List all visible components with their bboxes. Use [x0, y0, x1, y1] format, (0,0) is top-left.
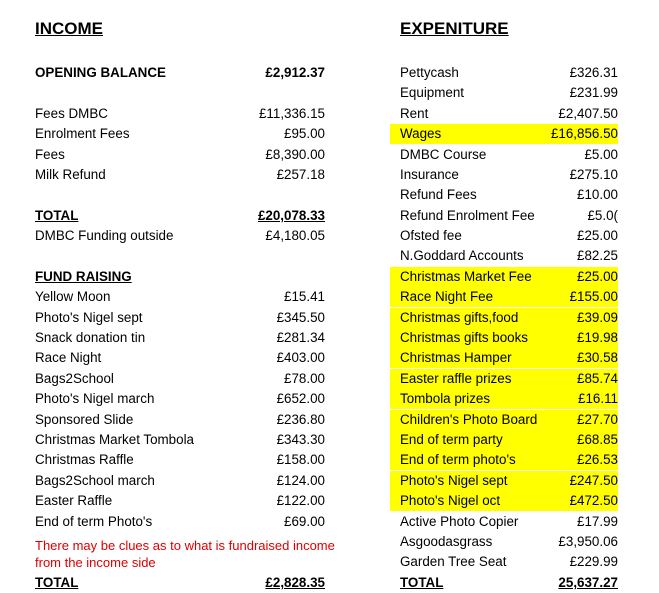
expense-amount: £275.10: [569, 167, 618, 182]
expense-amount: £231.99: [569, 85, 618, 100]
expense-label: Photo's Nigel sept: [400, 473, 508, 488]
income-amount: £95.00: [284, 126, 325, 141]
expense-label: Easter raffle prizes: [400, 371, 512, 386]
expense-row: [390, 328, 618, 348]
expense-row: [390, 389, 618, 409]
fund-raising-row: [35, 410, 325, 430]
expense-amount: £39.09: [577, 310, 618, 325]
fund-raising-label: Race Night: [35, 350, 102, 365]
fund-raising-row: [35, 512, 325, 532]
expense-amount: £5.00: [584, 147, 618, 162]
expense-row: [390, 124, 618, 144]
expense-label: Children's Photo Board: [400, 412, 538, 427]
expense-row: [390, 246, 618, 266]
fund-raising-amount: £122.00: [276, 493, 325, 508]
fund-raising-label: Sponsored Slide: [35, 412, 134, 427]
fund-raising-heading: FUND RAISING: [35, 269, 132, 284]
fund-raising-label: Snack donation tin: [35, 330, 146, 345]
opening-balance-amount: £2,912.37: [265, 65, 325, 80]
expense-amount: £472.50: [569, 493, 618, 508]
expense-amount: £25.00: [577, 269, 618, 284]
expense-amount: £85.74: [577, 371, 618, 386]
expense-row: [390, 63, 618, 83]
fund-raising-row: [35, 430, 325, 450]
income-label: Milk Refund: [35, 167, 106, 182]
expense-amount: £68.85: [577, 432, 618, 447]
expense-row: [390, 206, 618, 226]
fund-raising-amount: £345.50: [276, 310, 325, 325]
fund-raising-amount: £236.80: [276, 412, 325, 427]
expense-label: Equipment: [400, 85, 465, 100]
expense-amount: £2,407.50: [558, 106, 618, 121]
expense-label: Pettycash: [400, 65, 459, 80]
expense-label: Christmas Hamper: [400, 350, 512, 365]
expense-label: N.Goddard Accounts: [400, 248, 524, 263]
expense-amount: £25.00: [577, 228, 618, 243]
expense-label: DMBC Course: [400, 147, 487, 162]
expenditure-heading: EXPENITURE: [400, 19, 509, 38]
fund-total-row: [35, 573, 325, 593]
expense-row: [390, 450, 618, 470]
expense-amount: £17.99: [577, 514, 618, 529]
opening-balance-label: OPENING BALANCE: [35, 65, 166, 80]
expense-label: Refund Fees: [400, 187, 477, 202]
expense-row: [390, 552, 618, 572]
expense-label: Wages: [400, 126, 442, 141]
income-total-amount: £20,078.33: [257, 208, 325, 223]
fund-raising-amount: £403.00: [276, 350, 325, 365]
expenditure-total-label: TOTAL: [400, 575, 444, 590]
fund-raising-row: [35, 471, 325, 491]
expense-row: [390, 410, 618, 430]
expense-row: [390, 145, 618, 165]
expense-label: Rent: [400, 106, 429, 121]
expense-label: Christmas gifts,food: [400, 310, 519, 325]
fund-total-amount: £2,828.35: [265, 575, 325, 590]
fund-raising-label: Bags2School march: [35, 473, 155, 488]
expense-label: Tombola prizes: [400, 391, 491, 406]
fund-raising-amount: £281.34: [276, 330, 325, 345]
income-row: [35, 165, 325, 185]
expense-label: Asgoodasgrass: [400, 534, 493, 549]
expense-amount: £10.00: [577, 187, 618, 202]
expenditure-total-amount: 25,637.27: [558, 575, 618, 590]
fundraising-note: There may be clues as to what is fundraised income from the income side: [35, 538, 335, 570]
expense-amount: £16,856.50: [550, 126, 618, 141]
income-row: [35, 104, 325, 124]
fund-raising-label: End of term Photo's: [35, 514, 153, 529]
expense-row: [390, 165, 618, 185]
fund-raising-row: [35, 348, 325, 368]
fund-raising-row: [35, 328, 325, 348]
expense-amount: £27.70: [577, 412, 618, 427]
expense-label: Race Night Fee: [400, 289, 494, 304]
fund-raising-amount: £343.30: [276, 432, 325, 447]
income-label: Fees DMBC: [35, 106, 108, 121]
expense-row: [390, 83, 618, 103]
fund-raising-label: Christmas Raffle: [35, 452, 134, 467]
expense-amount: £229.99: [569, 554, 618, 569]
expense-amount: £5.0(: [587, 208, 618, 223]
fund-raising-row: [35, 389, 325, 409]
expense-label: Garden Tree Seat: [400, 554, 507, 569]
expense-amount: £3,950.06: [558, 534, 618, 549]
fund-raising-amount: £69.00: [284, 514, 325, 529]
fund-raising-label: Christmas Market Tombola: [35, 432, 194, 447]
expense-row: [390, 491, 618, 511]
fund-raising-row: [35, 491, 325, 511]
expense-label: Photo's Nigel oct: [400, 493, 501, 508]
expense-amount: £16.11: [578, 391, 618, 406]
expense-amount: £19.98: [577, 330, 618, 345]
expense-row: [390, 185, 618, 205]
expense-label: Active Photo Copier: [400, 514, 519, 529]
dmbc-funding-label: DMBC Funding outside: [35, 228, 174, 243]
income-amount: £8,390.00: [265, 147, 325, 162]
income-row: [35, 145, 325, 165]
expense-row: [390, 267, 618, 287]
expense-row: [390, 471, 618, 491]
expenditure-total-row: [390, 573, 618, 593]
expense-row: [390, 226, 618, 246]
opening-balance-row: [35, 63, 325, 83]
dmbc-funding-row: [35, 226, 325, 246]
expense-row: [390, 369, 618, 389]
dmbc-funding-amount: £4,180.05: [265, 228, 325, 243]
income-total-row: [35, 206, 325, 226]
income-row: [35, 124, 325, 144]
expense-row: [390, 308, 618, 328]
expense-amount: £26.53: [577, 452, 618, 467]
fund-raising-row: [35, 287, 325, 307]
fund-raising-row: [35, 308, 325, 328]
fund-total-label: TOTAL: [35, 575, 79, 590]
expense-amount: £247.50: [569, 473, 618, 488]
expense-row: [390, 430, 618, 450]
income-amount: £11,336.15: [258, 106, 325, 121]
income-heading: INCOME: [35, 19, 103, 38]
expense-label: Ofsted fee: [400, 228, 462, 243]
income-label: Fees: [35, 147, 65, 162]
expense-row: [390, 287, 618, 307]
expense-label: Refund Enrolment Fee: [400, 208, 535, 223]
fund-raising-amount: £652.00: [276, 391, 325, 406]
expense-label: Christmas Market Fee: [400, 269, 532, 284]
fund-raising-row: [35, 450, 325, 470]
fund-raising-row: [35, 369, 325, 389]
income-total-label: TOTAL: [35, 208, 79, 223]
fund-raising-label: Photo's Nigel march: [35, 391, 155, 406]
expense-row: [390, 348, 618, 368]
fund-raising-amount: £78.00: [284, 371, 325, 386]
expense-row: [390, 104, 618, 124]
fund-raising-label: Photo's Nigel sept: [35, 310, 143, 325]
expense-label: End of term party: [400, 432, 503, 447]
fund-raising-label: Easter Raffle: [35, 493, 113, 508]
expense-label: Christmas gifts books: [400, 330, 528, 345]
expense-amount: £30.58: [577, 350, 618, 365]
fund-raising-label: Bags2School: [35, 371, 114, 386]
expense-row: [390, 532, 618, 552]
expense-amount: £155.00: [569, 289, 618, 304]
fund-raising-heading-row: [35, 267, 325, 287]
expense-amount: £326.31: [569, 65, 618, 80]
expense-label: End of term photo's: [400, 452, 516, 467]
income-label: Enrolment Fees: [35, 126, 130, 141]
fund-raising-amount: £158.00: [276, 452, 325, 467]
expense-amount: £82.25: [577, 248, 618, 263]
fund-raising-label: Yellow Moon: [35, 289, 111, 304]
expense-row: [390, 512, 618, 532]
fund-raising-amount: £15.41: [284, 289, 325, 304]
income-amount: £257.18: [276, 167, 325, 182]
fund-raising-amount: £124.00: [276, 473, 325, 488]
expense-label: Insurance: [400, 167, 459, 182]
